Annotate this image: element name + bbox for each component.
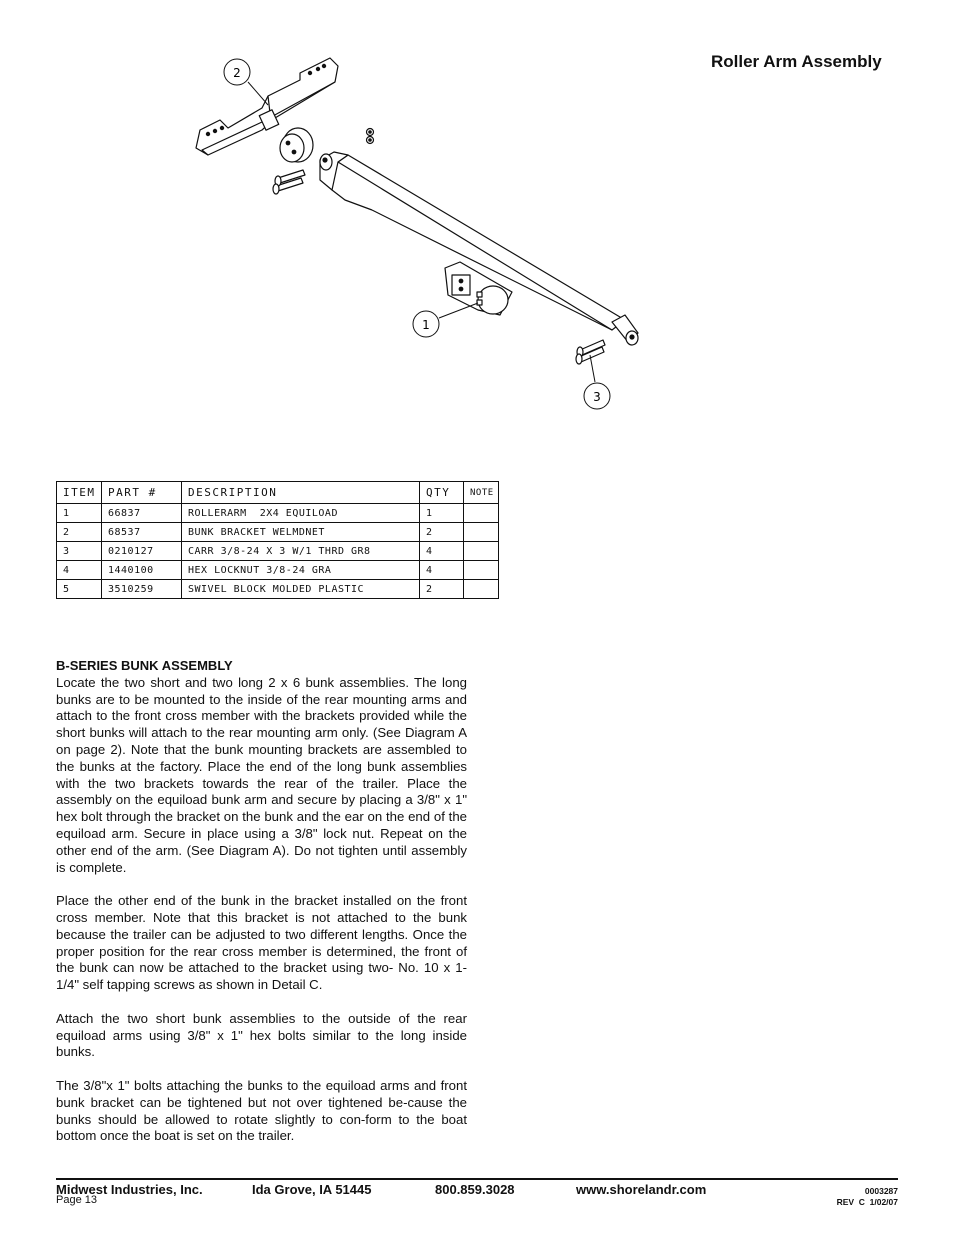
carriage-bolts-upper: [273, 170, 305, 194]
cell-part: 66837: [102, 504, 182, 523]
table-row: [57, 561, 499, 580]
bunk-bracket-part: [196, 58, 338, 155]
bunk-assembly-section: [56, 658, 467, 1162]
cell-note: [464, 523, 499, 542]
cell-qty: 2: [420, 523, 464, 542]
col-item-header: ITEM: [57, 482, 102, 504]
col-note-header: NOTE: [464, 482, 499, 504]
center-mount-plate: [445, 262, 512, 315]
paragraph-4: The 3/8"x 1" bolts attaching the bunks to the equiload arms and front bunk bracket can be tightened but not over tightened be-cause the bunks should be allowed to rotate slightly to con-form to the boat bottom once the boat is set on the trailer.: [56, 1077, 467, 1144]
paragraph-1: Locate the two short and two long 2 x 6 bunk assemblies. The long bunks are to be mounted to the inside of the rear mounting arms and attach to the front cross member with the brackets provided while the short bunks will attach to the rear mounting arm only. (See Diagram A on page 2). Note that the bunk mounting brackets are assembled to the bunks at the factory. Place the end of the long bunk assemblies with the two brackets towards the rear of the trailer. Place the assembly on the equiload bunk arm and secure by placing a 3/8" x 1" hex bolt through the bracket on the bunk and the ear on the end of the equiload arm. Secure in place using a 3/8" lock nut. Repeat on the other end of the arm. (See Diagram A). Do not tighten until assembly is complete.: [56, 674, 467, 875]
cell-part: 1440100: [102, 561, 182, 580]
page-title: Roller Arm Assembly: [711, 52, 882, 71]
footer-website: www.shorelandr.com: [576, 1182, 707, 1197]
callout-3-label: 3: [593, 390, 601, 404]
cell-qty: 4: [420, 561, 464, 580]
footer-divider: [56, 1178, 898, 1180]
cell-description: BUNK BRACKET WELMDNET: [182, 523, 420, 542]
paragraph-2: Place the other end of the bunk in the bracket installed on the front cross member. Note that this bracket is not attached to the bunk because the trailer can be adjusted to two different lengths. Once the proper position for the rear cross member is determined, the front of the bunk can now be attached to the bracket using two- No. 10 x 1-1/4" self tapping screws as shown in Detail C.: [56, 893, 467, 993]
cell-item: 4: [57, 561, 102, 580]
cell-item: 1: [57, 504, 102, 523]
cell-item: 5: [57, 580, 102, 599]
footer-location: Ida Grove, IA 51445: [252, 1182, 372, 1197]
callout-1-label: 1: [422, 318, 430, 332]
callout-2-label: 2: [233, 66, 241, 80]
cell-qty: 2: [420, 580, 464, 599]
cell-item: 2: [57, 523, 102, 542]
parts-list-table: [56, 481, 499, 599]
cell-part: 3510259: [102, 580, 182, 599]
swivel-block-part: [280, 128, 313, 162]
hex-locknuts-part: [367, 129, 374, 144]
footer-phone: 800.859.3028: [435, 1182, 515, 1197]
callout-1: [413, 311, 439, 337]
col-description-header: DESCRIPTION: [182, 482, 420, 504]
col-qty-header: QTY: [420, 482, 464, 504]
cell-description: ROLLERARM 2X4 EQUILOAD: [182, 504, 420, 523]
callout-2: [224, 59, 250, 85]
cell-note: [464, 504, 499, 523]
table-row: [57, 523, 499, 542]
table-row: [57, 580, 499, 599]
revision: REV C 1/02/07: [836, 1197, 898, 1207]
cell-description: HEX LOCKNUT 3/8-24 GRA: [182, 561, 420, 580]
cell-description: SWIVEL BLOCK MOLDED PLASTIC: [182, 580, 420, 599]
cell-part: 68537: [102, 523, 182, 542]
footer-company: Midwest Industries, Inc.: [56, 1182, 203, 1197]
cell-note: [464, 580, 499, 599]
page-number: Page 13: [56, 1194, 97, 1206]
roller-arm-exploded-diagram: [180, 50, 660, 420]
table-row: [57, 504, 499, 523]
cell-part: 0210127: [102, 542, 182, 561]
table-row: [57, 542, 499, 561]
cell-note: [464, 542, 499, 561]
cell-description: CARR 3/8-24 X 3 W/1 THRD GR8: [182, 542, 420, 561]
doc-number: 0003287: [864, 1186, 898, 1196]
cell-qty: 4: [420, 542, 464, 561]
cell-qty: 1: [420, 504, 464, 523]
table-header-row: [57, 482, 499, 504]
paragraph-3: Attach the two short bunk assemblies to the outside of the rear equiload arms using 3/8" x 1" hex bolts similar to the long inside bunks.: [56, 1010, 467, 1060]
roller-arm-tube-part: [320, 152, 638, 345]
col-part-header: PART #: [102, 482, 182, 504]
cell-note: [464, 561, 499, 580]
callout-3: [584, 383, 610, 409]
cell-item: 3: [57, 542, 102, 561]
document-number-block: [837, 1186, 898, 1208]
section-heading: B-SERIES BUNK ASSEMBLY: [56, 658, 233, 673]
